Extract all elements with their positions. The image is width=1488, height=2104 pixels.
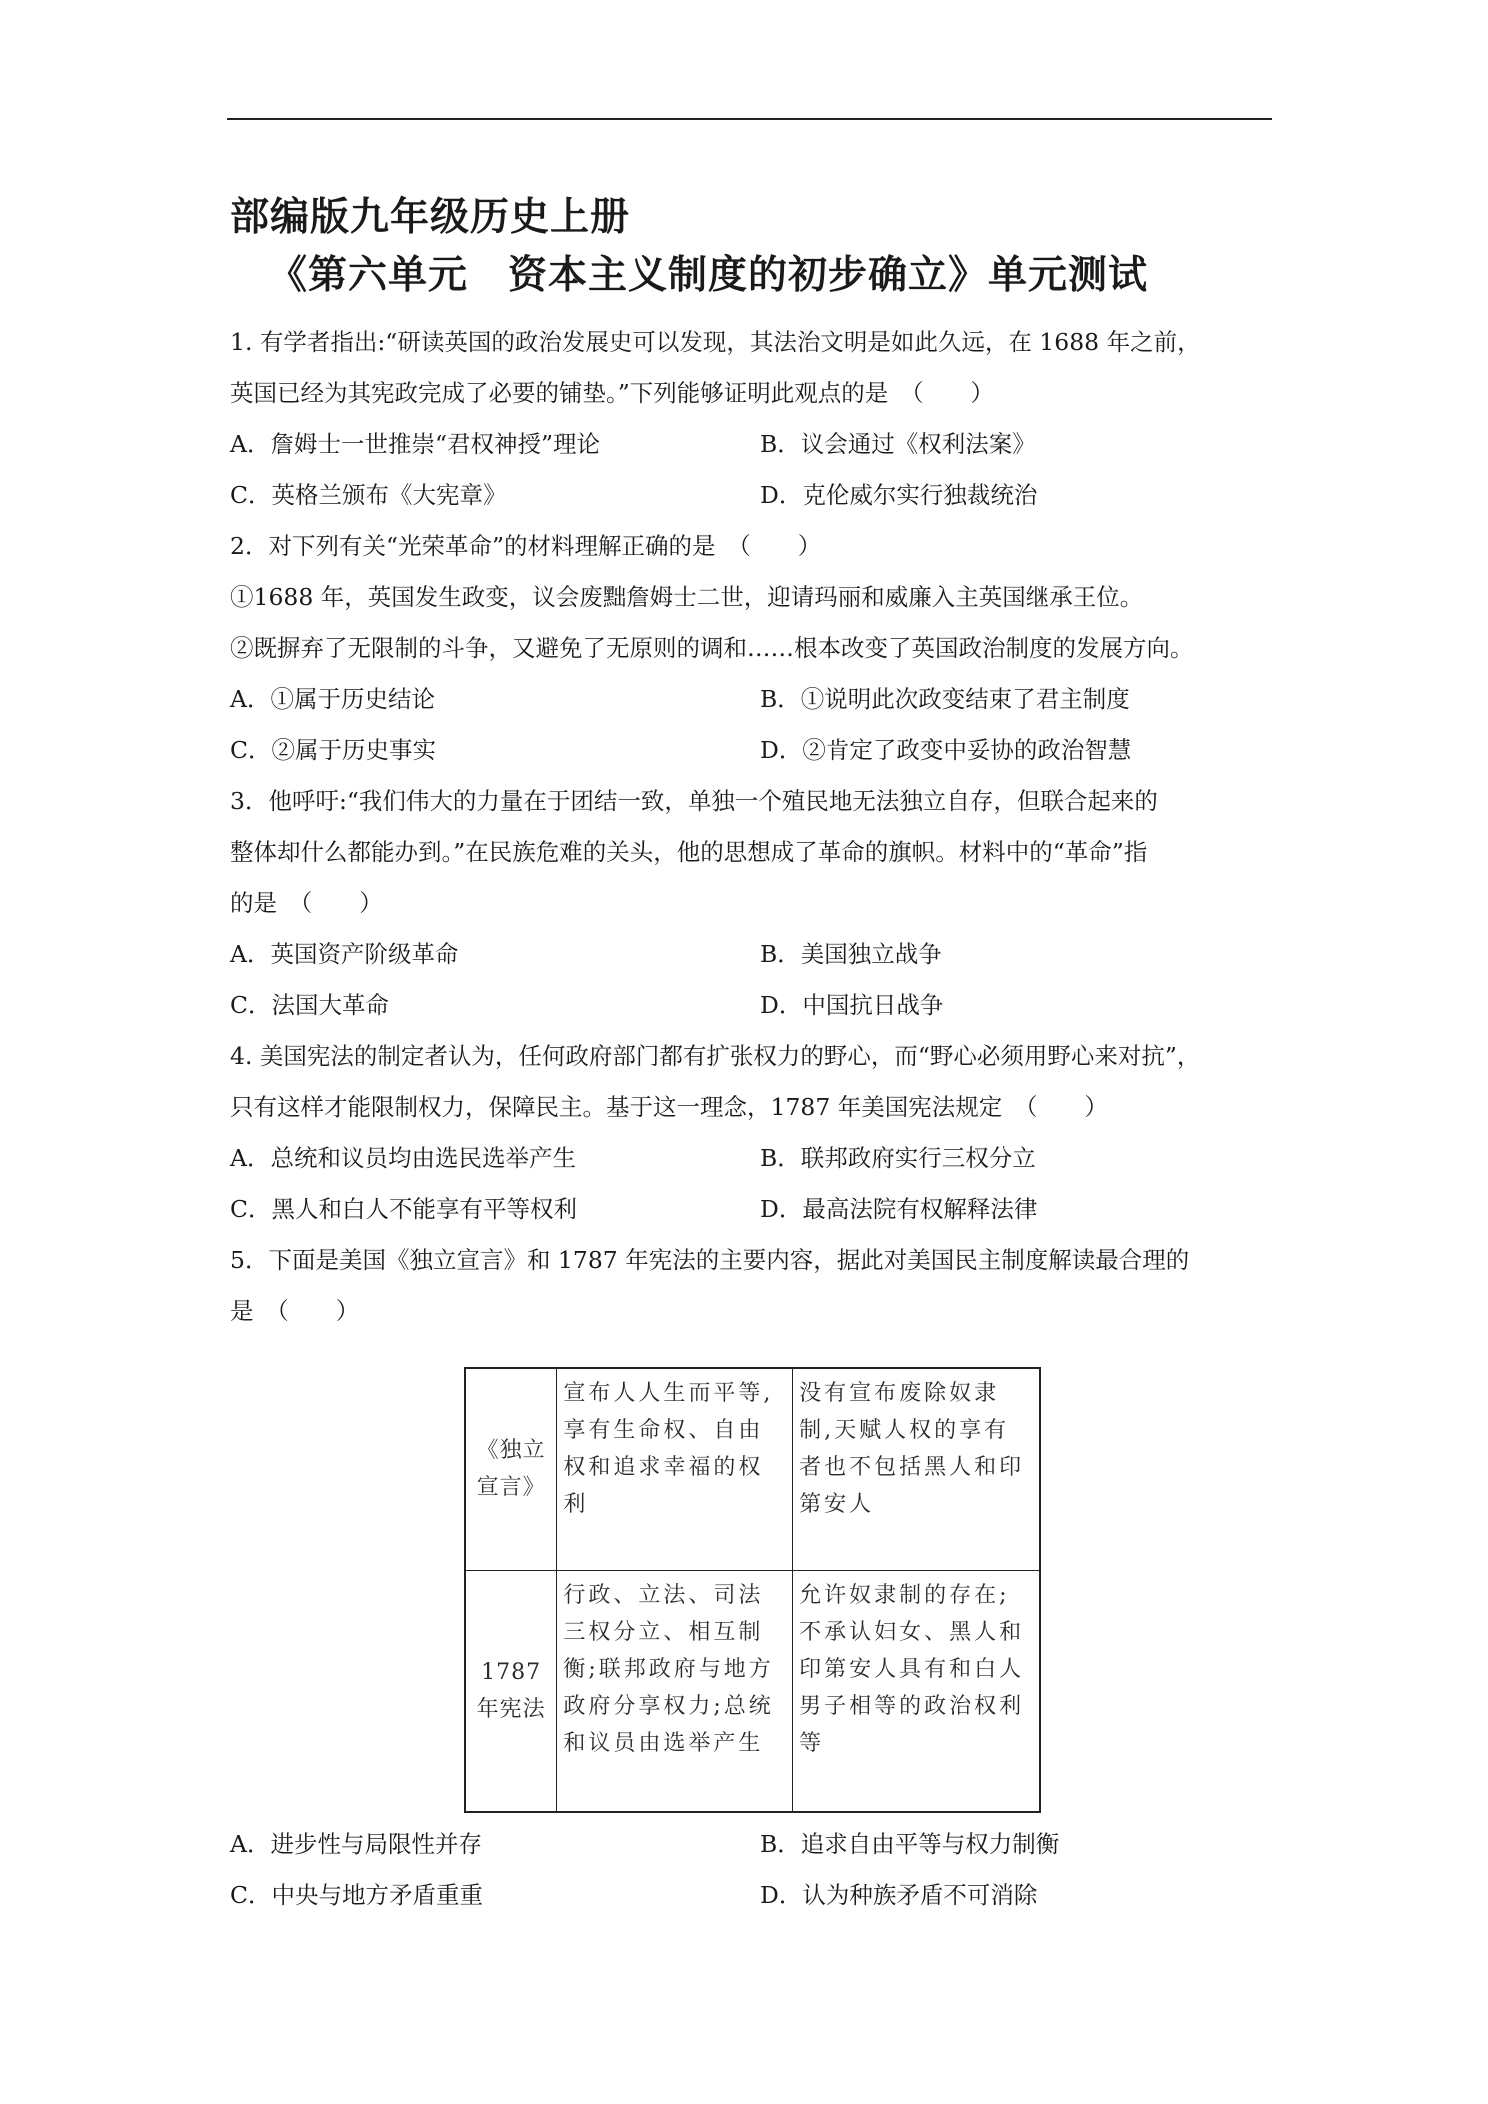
q5-option-a: A．进步性与局限性并存 <box>230 1830 482 1858</box>
q3-option-b: B．美国独立战争 <box>760 940 942 968</box>
q5-stem-line2: 是 （ ） <box>230 1297 360 1325</box>
doc-title-line1: 部编版九年级历史上册 <box>230 195 631 240</box>
q3-option-a: A．英国资产阶级革命 <box>230 940 459 968</box>
q4-option-d: D．最高法院有权解释法律 <box>760 1195 1038 1223</box>
q1-option-c: C．英格兰颁布《大宪章》 <box>230 481 507 509</box>
q2-stem-line1: 2．对下列有关“光荣革命”的材料理解正确的是 （ ） <box>230 532 822 560</box>
q3-stem-line2: 整体却什么都能办到。”在民族危难的关头，他的思想成了革命的旗帜。材料中的“革命”指 <box>230 838 1148 866</box>
q4-stem-line1: 4. 美国宪法的制定者认为，任何政府部门都有扩张权力的野心，而“野心必须用野心来对抗”， <box>230 1042 1201 1070</box>
q2-material-2: ②既摒弃了无限制的斗争，又避免了无原则的调和……根本改变了英国政治制度的发展方向。 <box>230 634 1194 662</box>
q4-option-a: A．总统和议员均由选民选举产生 <box>230 1144 576 1172</box>
q2-option-a: A．①属于历史结论 <box>230 685 435 713</box>
q3-option-c: C．法国大革命 <box>230 991 389 1019</box>
q2-option-b: B．①说明此次政变结束了君主制度 <box>760 685 1130 713</box>
doc-title-line2: 《第六单元 资本主义制度的初步确立》单元测试 <box>268 253 1149 298</box>
q2-option-c: C．②属于历史事实 <box>230 736 436 764</box>
table-cell: 允许奴隶制的存在;不承认妇女、黑人和印第安人具有和白人男子相等的政治权利等 <box>793 1570 1040 1812</box>
q3-option-d: D．中国抗日战争 <box>760 991 944 1019</box>
q1-option-d: D．克伦威尔实行独裁统治 <box>760 481 1038 509</box>
top-divider <box>227 118 1272 120</box>
q2-option-d: D．②肯定了政变中妥协的政治智慧 <box>760 736 1132 764</box>
q3-stem-line3: 的是 （ ） <box>230 889 383 917</box>
table-cell: 宣布人人生而平等,享有生命权、自由权和追求幸福的权利 <box>557 1368 793 1570</box>
table-row <box>465 1570 1040 1812</box>
table-cell: 行政、立法、司法三权分立、相互制衡;联邦政府与地方政府分享权力;总统和议员由选举产生 <box>557 1570 793 1812</box>
q2-material-1: ①1688 年，英国发生政变，议会废黜詹姆士二世，迎请玛丽和威廉入主英国继承王位。 <box>230 583 1144 611</box>
q4-stem-line2: 只有这样才能限制权力，保障民主。基于这一理念，1787 年美国宪法规定 （ ） <box>230 1093 1109 1121</box>
q1-stem-line2: 英国已经为其宪政完成了必要的铺垫。”下列能够证明此观点的是 （ ） <box>230 379 995 407</box>
q1-option-b: B．议会通过《权利法案》 <box>760 430 1036 458</box>
q5-option-c: C．中央与地方矛盾重重 <box>230 1881 483 1909</box>
table-row-head: 1787 年宪法 <box>465 1570 557 1812</box>
q5-stem-line1: 5．下面是美国《独立宣言》和 1787 年宪法的主要内容，据此对美国民主制度解读最合理的 <box>230 1246 1190 1274</box>
table-row-head: 《独立宣言》 <box>465 1368 557 1570</box>
q5-material-table <box>464 1367 1041 1813</box>
q1-option-a: A．詹姆士一世推崇“君权神授”理论 <box>230 430 600 458</box>
q4-option-c: C．黑人和白人不能享有平等权利 <box>230 1195 577 1223</box>
q5-option-b: B．追求自由平等与权力制衡 <box>760 1830 1060 1858</box>
table-row <box>465 1368 1040 1570</box>
q1-stem-line1: 1. 有学者指出:“研读英国的政治发展史可以发现，其法治文明是如此久远，在 1688 年之前， <box>230 328 1201 356</box>
table-cell: 没有宣布废除奴隶制,天赋人权的享有者也不包括黑人和印第安人 <box>793 1368 1040 1570</box>
q4-option-b: B．联邦政府实行三权分立 <box>760 1144 1036 1172</box>
q5-option-d: D．认为种族矛盾不可消除 <box>760 1881 1038 1909</box>
q3-stem-line1: 3．他呼吁:“我们伟大的力量在于团结一致，单独一个殖民地无法独立自存，但联合起来的 <box>230 787 1158 815</box>
